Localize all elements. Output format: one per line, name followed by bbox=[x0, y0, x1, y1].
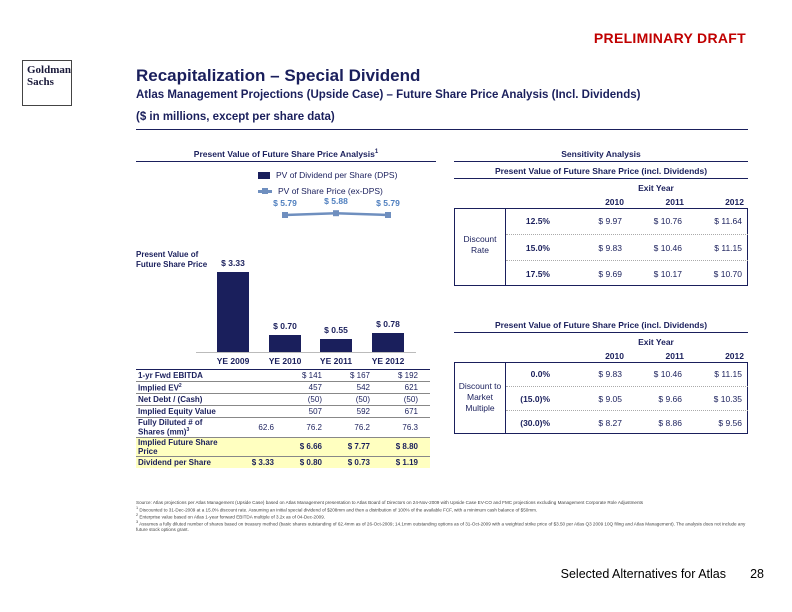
table2-row-header: Discount to Market Multiple bbox=[458, 381, 502, 413]
fin-row-label: Implied Future Share Price bbox=[136, 437, 228, 456]
sensitivity-row bbox=[506, 386, 748, 410]
sensitivity-row-label: (30.0)% bbox=[520, 417, 550, 428]
right-heading-underline bbox=[454, 161, 748, 162]
fin-pad bbox=[420, 418, 430, 438]
table2-rows bbox=[506, 362, 748, 434]
page-number: 28 bbox=[750, 567, 764, 581]
table1-year-header bbox=[566, 197, 748, 207]
chart-bar-dps bbox=[217, 272, 249, 352]
sensitivity-row-label: 12.5% bbox=[525, 216, 550, 226]
fin-row-label: Dividend per Share bbox=[136, 456, 228, 468]
sensitivity-cell: $ 9.83 bbox=[598, 242, 622, 253]
fin-cell: $ 0.80 bbox=[276, 456, 324, 468]
fin-cell bbox=[228, 406, 276, 418]
sensitivity-row bbox=[506, 208, 748, 234]
sensitivity-cell: $ 10.70 bbox=[713, 268, 742, 279]
fin-cell bbox=[228, 394, 276, 406]
table2-title: Present Value of Future Share Price (incl. Dividends) bbox=[494, 320, 708, 330]
footnote-1: $^1$ Discounted to 31-Dec-2009 at a 15.0% discount rate. Assuming an initial special dividend of $208mm and then a distribution of 100% of the available FCF, with a minimum cash balance of $50mm. bbox=[136, 505, 538, 513]
fin-cell: 76.3 bbox=[372, 418, 420, 438]
share-price-chart bbox=[136, 195, 436, 365]
sensitivity-cell: $ 9.56 bbox=[718, 417, 742, 428]
fin-cell: 542 bbox=[324, 382, 372, 394]
ex-dps-point bbox=[282, 212, 288, 218]
left-heading-underline bbox=[136, 161, 436, 162]
table2-year: 2010 bbox=[605, 351, 624, 361]
fin-cell: (50) bbox=[372, 394, 420, 406]
fin-cell: (50) bbox=[276, 394, 324, 406]
fin-cell: 592 bbox=[324, 406, 372, 418]
fin-cell: 621 bbox=[372, 382, 420, 394]
fin-cell bbox=[228, 370, 276, 382]
fin-row-label: Implied $EV^2$ bbox=[136, 382, 228, 394]
sensitivity-cell: $ 8.27 bbox=[598, 417, 622, 428]
table1-year: 2010 bbox=[605, 197, 624, 207]
ex-dps-point bbox=[385, 212, 391, 218]
fin-cell: 62.6 bbox=[228, 418, 276, 438]
table1-rows bbox=[506, 208, 748, 286]
ex-dps-point-label: $ 5.79 bbox=[273, 198, 297, 208]
sensitivity-cell: $ 9.97 bbox=[598, 216, 622, 226]
sensitivity-cell: $ 11.15 bbox=[714, 369, 742, 379]
fin-cell: $ 6.66 bbox=[276, 437, 324, 456]
fin-cell: 671 bbox=[372, 406, 420, 418]
table1-title: Present Value of Future Share Price (incl. Dividends) bbox=[494, 166, 708, 176]
table1-year: 2012 bbox=[725, 197, 744, 207]
fin-cell bbox=[228, 437, 276, 456]
preliminary-draft-label: PRELIMINARY DRAFT bbox=[593, 30, 746, 46]
ex-dps-point bbox=[333, 210, 339, 216]
fin-cell: 507 bbox=[276, 406, 324, 418]
sensitivity-row-label: (15.0)% bbox=[520, 393, 550, 404]
sensitivity-cell: $ 8.86 bbox=[658, 417, 682, 428]
sensitivity-cell: $ 9.05 bbox=[598, 393, 622, 404]
right-panel-heading: Sensitivity Analysis bbox=[561, 149, 641, 159]
page-title: Recapitalization – Special Dividend bbox=[136, 66, 421, 85]
fin-cell: $ 141 bbox=[276, 370, 324, 382]
fin-cell: (50) bbox=[324, 394, 372, 406]
sensitivity-cell: $ 10.17 bbox=[653, 268, 682, 279]
fin-row-label: 1-yr Fwd EBITDA bbox=[136, 370, 228, 382]
sensitivity-cell: $ 10.46 bbox=[653, 369, 682, 379]
sensitivity-row bbox=[506, 410, 748, 434]
sensitivity-row-label: 17.5% bbox=[525, 268, 550, 279]
chart-bar-label: $ 3.33 bbox=[221, 258, 245, 268]
fin-cell: $ 192 bbox=[372, 370, 420, 382]
table2-exit-year: Exit Year bbox=[638, 337, 674, 347]
chart-bar-label: $ 0.78 bbox=[376, 319, 400, 330]
header-divider bbox=[136, 129, 748, 130]
fin-cell: $ 167 bbox=[324, 370, 372, 382]
footnote-source: Source: Atlas projections per Atlas Management (Upside Case) based on Atlas Management presentation to Atlas Board of Directors on 24-Nov-2009 with Upside Case EV-CO and FMC projections excluding Management Corporate Role Adjustments bbox=[136, 500, 644, 505]
fin-pad bbox=[420, 370, 430, 382]
footer-label: Selected Alternatives for Atlas bbox=[560, 567, 726, 581]
left-panel-heading: Present Value of Future Share Price Analysis$^1$ bbox=[193, 149, 379, 159]
fin-cell: $ 3.33 bbox=[228, 456, 276, 468]
chart-bar-dps bbox=[269, 335, 301, 352]
sensitivity-row-label: 15.0% bbox=[525, 242, 550, 253]
fin-row-label: Net Debt / (Cash) bbox=[136, 394, 228, 406]
table1-row-header: Discount Rate bbox=[463, 234, 497, 255]
chart-category-label: YE 2009 bbox=[216, 356, 250, 366]
chart-bar-dps bbox=[372, 333, 404, 352]
legend-ex-dps: PV of Share Price (ex-DPS) bbox=[258, 186, 383, 196]
fin-cell: $ 8.80 bbox=[372, 437, 420, 456]
chart-category-label: YE 2010 bbox=[268, 356, 302, 366]
fin-row bbox=[136, 406, 430, 418]
ex-dps-point-label: $ 5.79 bbox=[376, 198, 400, 208]
sensitivity-row-label: 0.0% bbox=[530, 369, 550, 379]
footnote-2: $^2$ Enterprise value based on Atlas 1-year forward EBITDA multiple of 3.2x as of 04-Dec-2009. bbox=[136, 512, 326, 520]
financial-table bbox=[136, 369, 436, 468]
legend-ex-dps-swatch bbox=[258, 190, 272, 193]
table1-title-underline bbox=[454, 178, 748, 179]
chart-bar-label: $ 0.55 bbox=[324, 324, 348, 335]
sensitivity-cell: $ 11.64 bbox=[714, 216, 742, 226]
y-axis-label: Present Value of Future Share Price bbox=[136, 250, 208, 269]
sensitivity-cell: $ 10.76 bbox=[653, 216, 682, 226]
table2-title-underline bbox=[454, 332, 748, 333]
sensitivity-row bbox=[506, 362, 748, 386]
legend-dps: PV of Dividend per Share (DPS) bbox=[258, 170, 397, 180]
fin-row bbox=[136, 370, 430, 382]
fin-row bbox=[136, 437, 430, 456]
fin-pad bbox=[420, 382, 430, 394]
sensitivity-cell: $ 9.69 bbox=[598, 268, 622, 279]
table2-year: 2011 bbox=[665, 351, 684, 361]
sensitivity-cell: $ 10.35 bbox=[713, 393, 742, 404]
fin-pad bbox=[420, 437, 430, 456]
table1-exit-year: Exit Year bbox=[638, 183, 674, 193]
chart-bar-dps bbox=[320, 339, 352, 352]
sensitivity-cell: $ 11.15 bbox=[714, 242, 742, 253]
fin-row-label: Fully Diluted # of Shares (mm)$^3$ bbox=[136, 418, 228, 438]
page-subtitle: Atlas Management Projections (Upside Case) – Future Share Price Analysis (Incl. Dividends) bbox=[136, 89, 641, 101]
fin-cell: 76.2 bbox=[276, 418, 324, 438]
legend-dps-swatch bbox=[258, 172, 270, 179]
table2-year: 2012 bbox=[725, 351, 744, 361]
chart-category-label: YE 2012 bbox=[371, 356, 405, 366]
fin-row bbox=[136, 394, 430, 406]
sensitivity-table-discount-rate bbox=[454, 166, 748, 207]
sensitivity-cell: $ 10.46 bbox=[653, 242, 682, 253]
fin-cell: $ 0.73 bbox=[324, 456, 372, 468]
financials-grid bbox=[136, 369, 430, 468]
fin-pad bbox=[420, 456, 430, 468]
sensitivity-cell: $ 9.83 bbox=[598, 369, 622, 379]
fin-pad bbox=[420, 394, 430, 406]
fin-cell: 457 bbox=[276, 382, 324, 394]
ex-dps-point-label: $ 5.88 bbox=[324, 196, 348, 207]
footnotes bbox=[136, 500, 752, 533]
fin-cell: $ 1.19 bbox=[372, 456, 420, 468]
table1-year: 2011 bbox=[665, 197, 684, 207]
sensitivity-cell: $ 9.66 bbox=[658, 393, 682, 404]
sensitivity-row bbox=[506, 234, 748, 260]
fin-cell: 76.2 bbox=[324, 418, 372, 438]
table2-year-header bbox=[566, 351, 748, 361]
fin-pad bbox=[420, 406, 430, 418]
fin-cell bbox=[228, 382, 276, 394]
chart-baseline bbox=[196, 352, 416, 353]
units-note: ($ in millions, except per share data) bbox=[136, 111, 335, 123]
fin-row bbox=[136, 382, 430, 394]
sensitivity-row bbox=[506, 260, 748, 286]
goldman-sachs-logo: Goldman Sachs bbox=[22, 60, 72, 106]
fin-row-label: Implied Equity Value bbox=[136, 406, 228, 418]
fin-row bbox=[136, 418, 430, 438]
fin-cell: $ 7.77 bbox=[324, 437, 372, 456]
chart-category-label: YE 2011 bbox=[319, 356, 353, 366]
sensitivity-table-market-multiple bbox=[454, 320, 748, 361]
footnote-3: $^3$ Assumes a fully diluted number of shares based on treasury method (basic shares outstanding of 62.4mm as of 26-Oct-2009; 14.1mm outstanding options as of 31-Oct-2009 with a weighted strike price of $3.50 per Atlas Q3 2009 10Q filing and Atlas Management). The analysis does not include any future stock options grant. bbox=[136, 519, 746, 532]
chart-bar-label: $ 0.70 bbox=[273, 321, 297, 332]
fin-row bbox=[136, 456, 430, 468]
